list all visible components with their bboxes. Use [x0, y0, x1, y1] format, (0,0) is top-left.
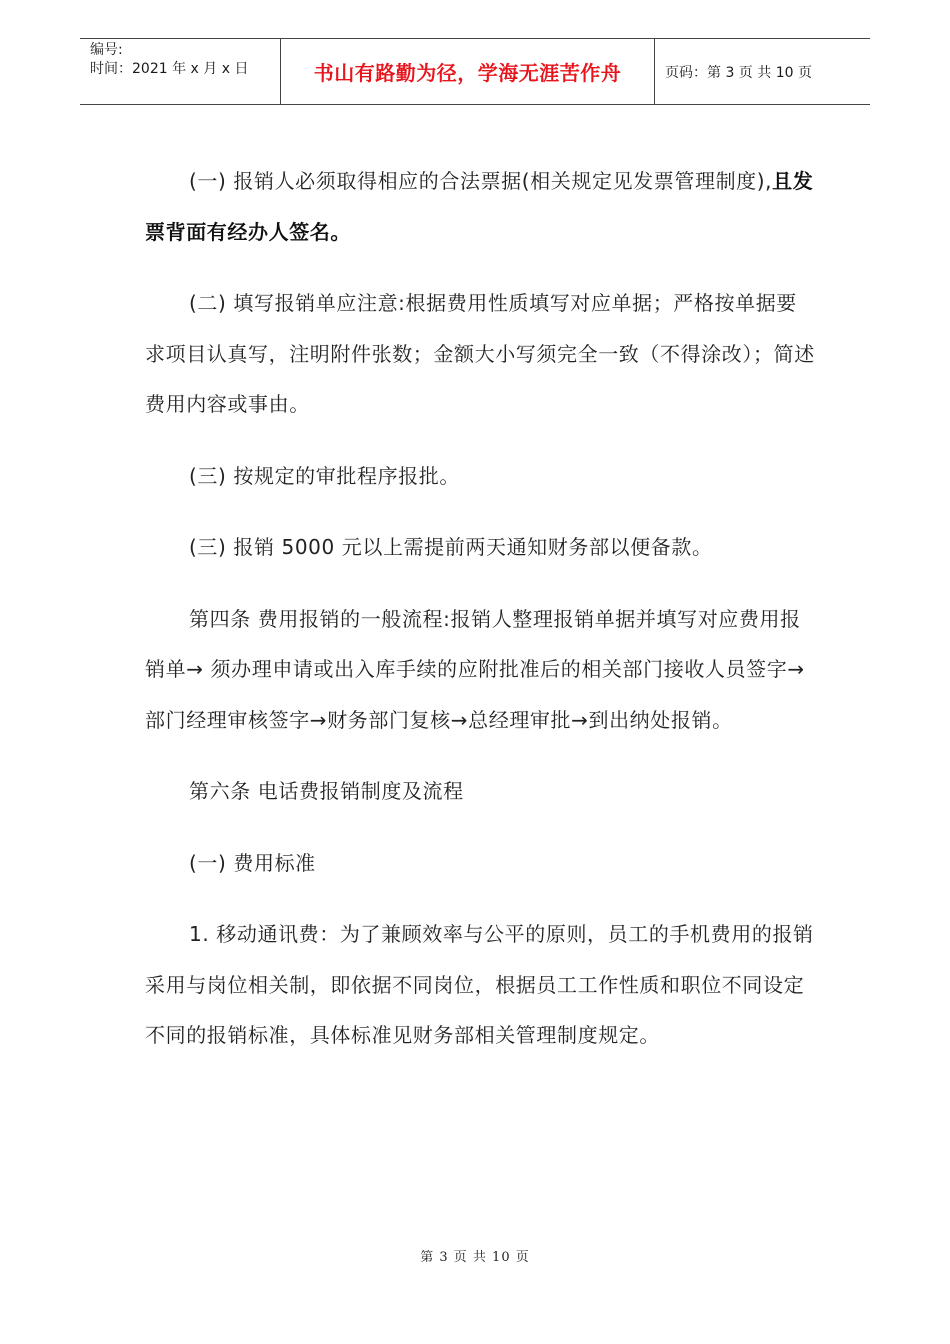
paragraph-advance-notice: (三) 报销 5000 元以上需提前两天通知财务部以便备款。 — [189, 535, 713, 559]
header-page-cell — [655, 39, 870, 104]
document-date: 时间：2021 年 x 月 x 日 — [90, 61, 249, 77]
paragraph-article-four: 第四条 费用报销的一般流程:报销人整理报销单据并填写对应费用报销单→ 须办理申请或出入库手续的应附批准后的相关部门接收人员签字→部门经理审核签字→财务部门复核→总经理审批→到出纳处报销。 — [145, 606, 805, 732]
header-meta-cell — [80, 39, 281, 104]
paragraph-text: (一) 报销人必须取得相应的合法票据(相关规定见发票管理制度), — [189, 169, 773, 193]
paragraph-bold-text: 且发票背面有经办人签名。 — [145, 169, 814, 244]
header-page-info: 页码：第 3 页 共 10 页 — [665, 64, 812, 81]
paragraph-article-six: 第六条 电话费报销制度及流程 — [189, 779, 464, 803]
page-header — [80, 38, 870, 105]
document-body — [145, 156, 815, 1082]
paragraph-approval: (三) 按规定的审批程序报批。 — [189, 463, 460, 488]
page-footer: 第 3 页 共 10 页 — [420, 1250, 530, 1265]
header-motto: 书山有路勤为径，学海无涯苦作舟 — [313, 61, 622, 85]
paragraph-mobile-fee: 1. 移动通讯费：为了兼顾效率与公平的原则，员工的手机费用的报销采用与岗位相关制，即依据不同岗位，根据员工工作性质和职位不同设定不同的报销标准，具体标准见财务部相关管理制度规定。 — [145, 922, 814, 1047]
paragraph-form-filling: (二) 填写报销单应注意:根据费用性质填写对应单据；严格按单据要求项目认真写，注明附件张数；金额大小写须完全一致（不得涂改）；简述费用内容或事由。 — [145, 291, 815, 416]
document-code-label: 编号: — [90, 42, 123, 58]
paragraph-invoice-requirement — [145, 156, 815, 257]
header-motto-cell — [281, 39, 655, 104]
paragraph-cost-standard: (一) 费用标准 — [189, 850, 316, 875]
